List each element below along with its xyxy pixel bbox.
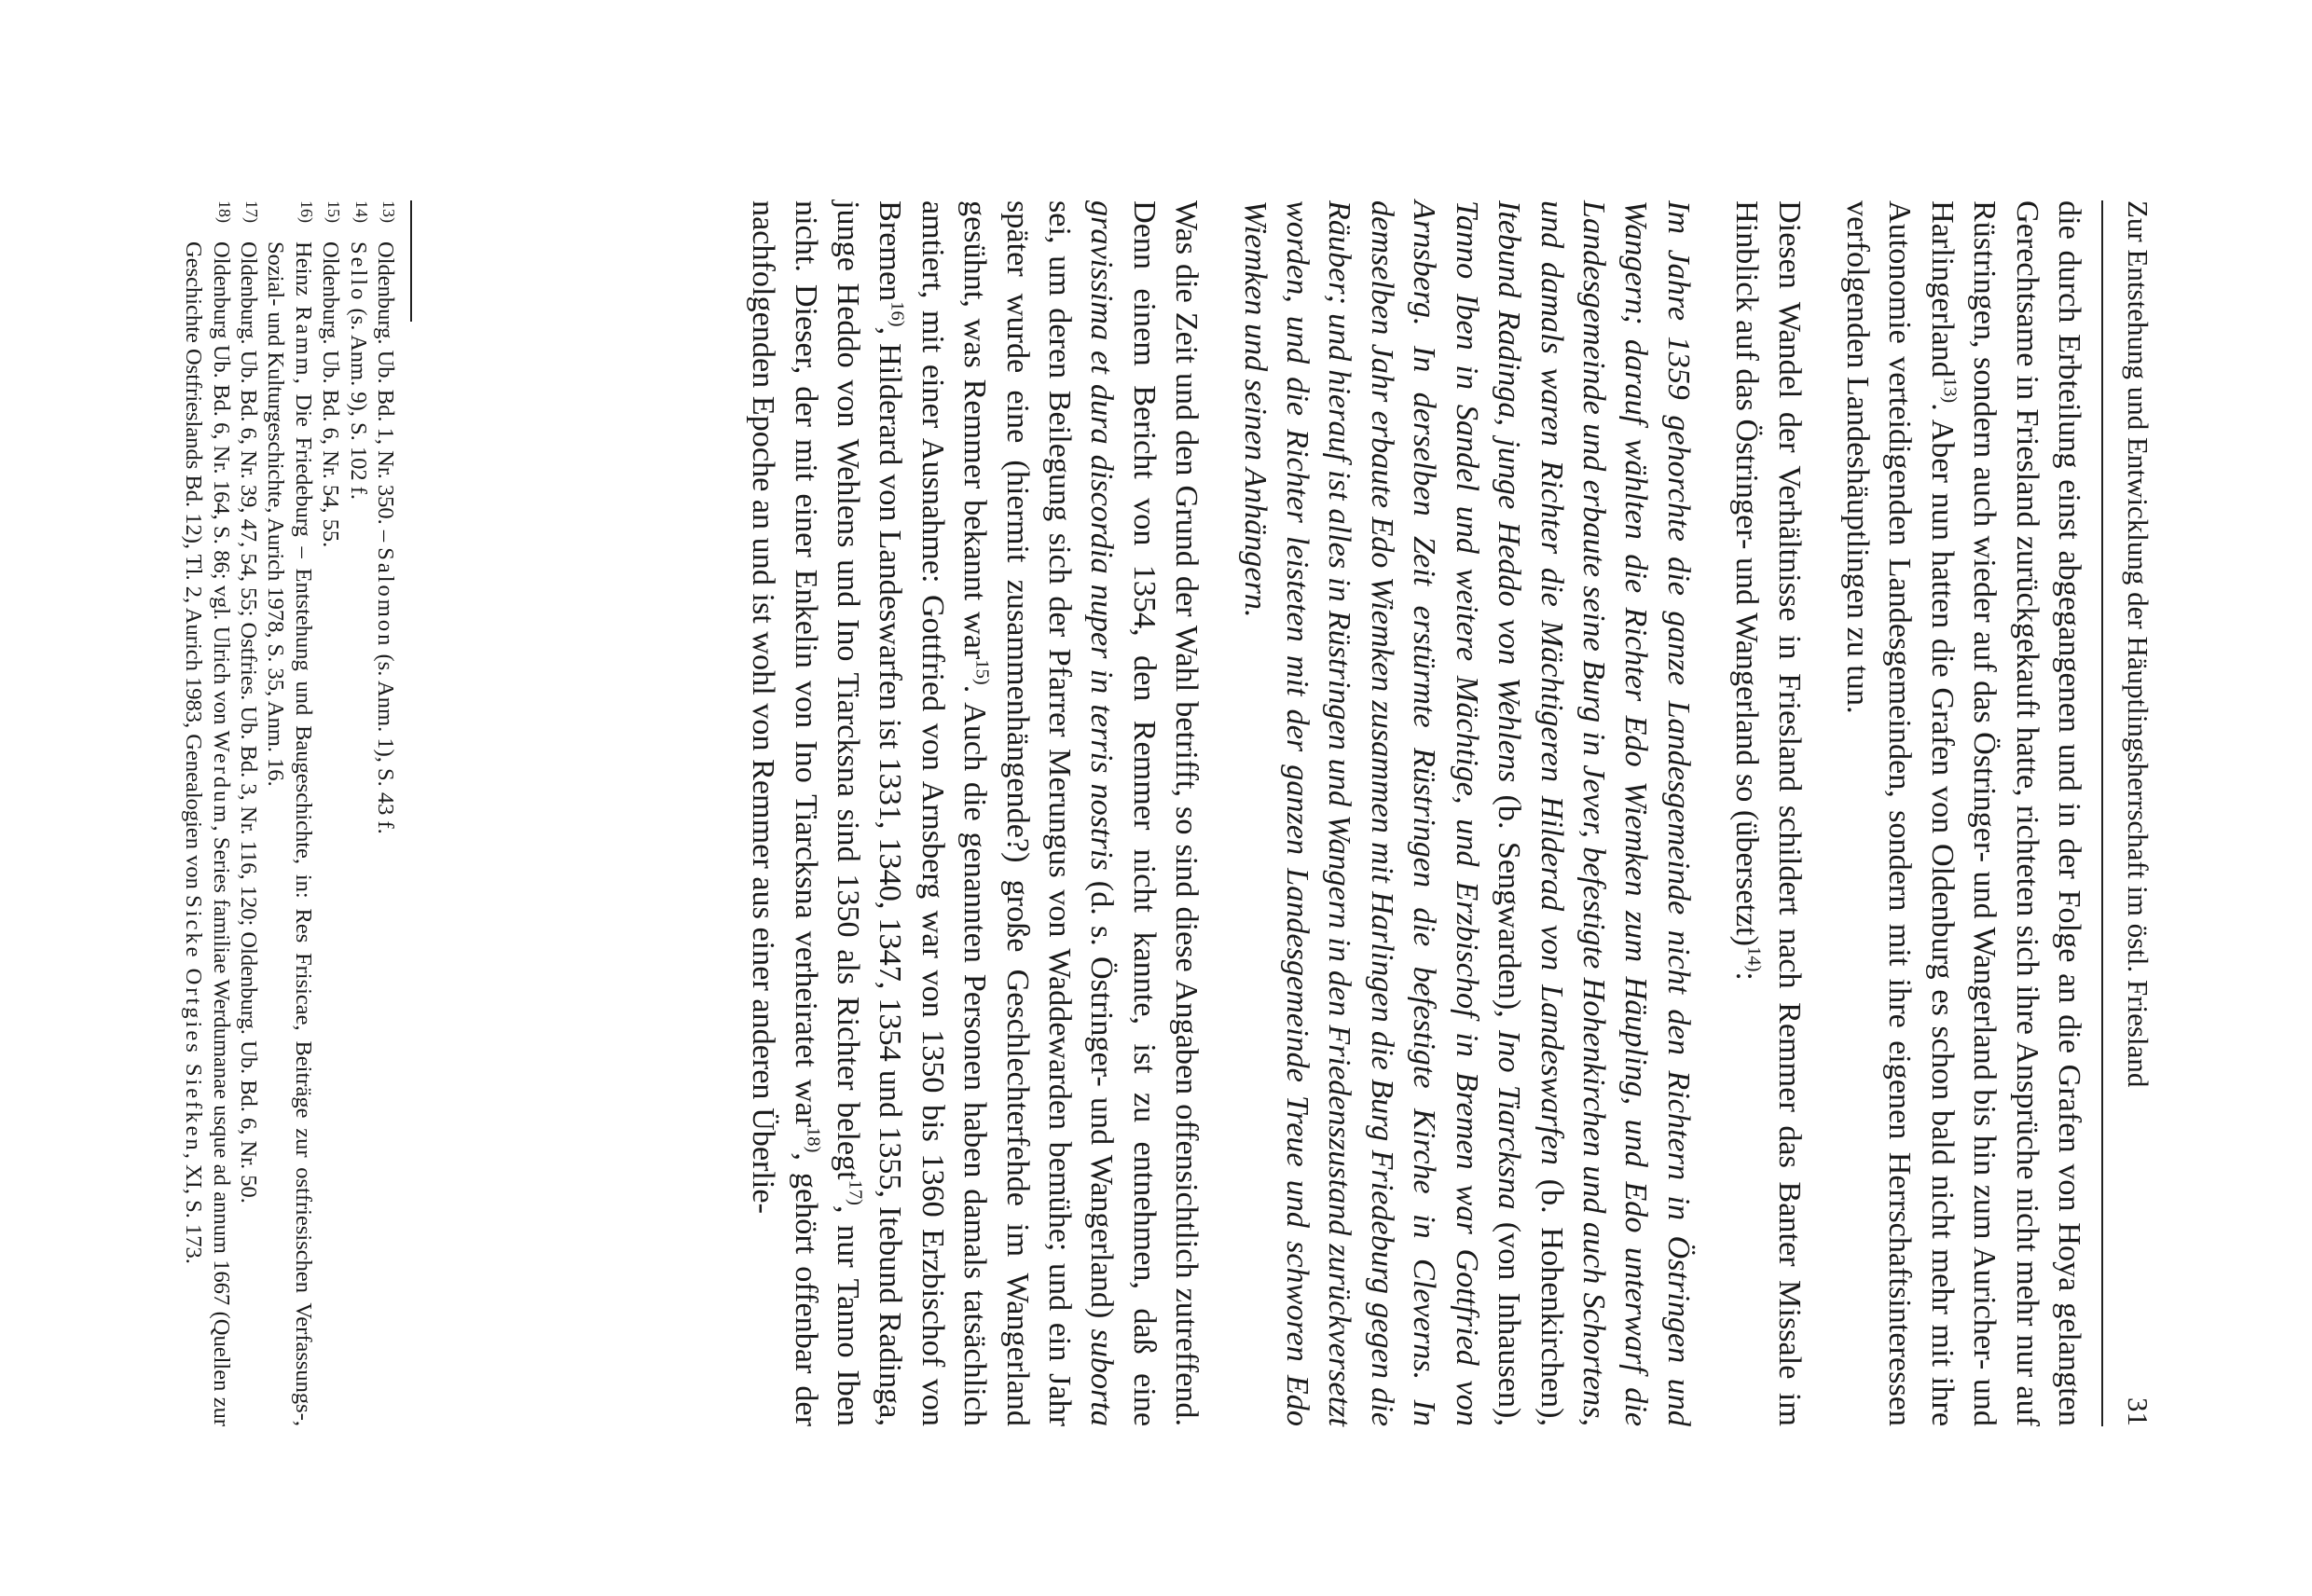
text-run: (d. s. Östringer- und Wangerland) [1084,870,1120,1329]
footnote-ref: 15) [971,659,993,685]
footnote-number: 17) [241,200,261,223]
text-run: , Hilderard von Landeswarfen ist 1331, 1340, 1347, 1354 und 1355, Itebund Radinga, junge Heddo von Wehlens und Ino Tiarcksna sind 1350 als Richter belegt [831,200,908,1426]
paragraph [1233,200,1699,1426]
footnote-rule [410,200,412,322]
footnote-number: 14) [351,200,371,223]
text-run: Was die Zeit und den Grund der Wahl betrifft, so sind diese Angaben offensichtlich zutreffend. Denn einem Bericht von 1354, den Remmer nicht kannte, ist zu entnehmen, daß eine [1126,200,1204,1426]
text-run: sei, um deren Beilegung sich der Pfarrer Merungus von Waddewarden bemühe; und ein Jahr später wurde eine (hiermit zusammenhängende?) große Geschlechterfehde im Wangerland gesühnt, was Remmer bekannt war [957,200,1078,1426]
text-run: die durch Erbteilung einst abgegangenen und in der Folge an die Grafen von Hoya gelangten Gerechtsame in Friesland zurückgekauft hatte, richteten sich ihre Ansprüche nicht mehr nur auf Rüstringen, sondern auch wieder auf das Östringer- und Wangerland bis hin zum Auricher- und Harlingerland [1924,200,2086,1426]
italic-text: Itebund Radinga, junge Heddo von Wehlens [1492,200,1527,783]
footnote-ref: 17) [845,1179,866,1205]
text-run: : [1729,971,1765,981]
text-run: , XI, S. 173. [181,1152,207,1264]
text-run: , gehört offenbar der nachfolgenden Epoche an und ist wohl von Remmer aus einer anderen Überlie- [746,200,823,1426]
text-run: (b. Hohenkirchen), [1534,1164,1569,1426]
author-name: Sicke Ortgies Siefken [181,895,207,1153]
author-name: Sello [345,241,371,303]
italic-text: Ino Tiarcksna [1492,1030,1527,1210]
footnote [344,200,371,1426]
footnote-text [235,241,262,1426]
author-name: Salomon [373,547,398,649]
author-name: Ramm [290,306,316,378]
footnote-ref: 16) [887,301,908,327]
italic-text: Tanno Iben in Sandel und weitere Mächtige, und Erzbischof in Bremen war Gottfried von Arnsberg. In derselben Zeit erstürmte Rüstringen die befestigte Kirche in Cleverns. In demselben Jahr erbaute Edo Wiemken zusammen mit Harlingen die Burg Friedeburg gegen die Räuber; und hierauf ist alles in Rüstringen und Wangern in den Friedenszustand zurückversetzt worden, und die Richter leisteten mit der ganzen Landesgemeinde Treue und schworen Edo Wiemken und seinen Anhängern. [1237,200,1484,1426]
italic-text: suborta [1084,1328,1120,1427]
text-run: (s. Anm. 9), S. 102 f. [345,302,371,501]
page-number: 31 [2122,1397,2154,1426]
footnote [235,200,262,1426]
text-run: Oldenburg. Ub. Bd. 6, Nr. 39, 47, 54, 55; Ostfries. Ub. Bd. 3, Nr. 116, 120; Oldenburg. Ub. Bd. 6, Nr. 50. [235,241,261,1204]
footnote [180,200,235,1426]
footnote-number: 18) [214,200,234,223]
text-run: , Series familiae Werdumanae usque ad annum 1667 (Quellen zur Geschichte Ostfrieslands Bd. 12), Tl. 2, Aurich 1983, Genealogien von [181,241,234,1426]
text-run: (von Inhausen), [1492,1209,1527,1426]
author-name: Werdum [208,730,234,826]
paragraph [1837,200,2090,1426]
footnote-ref: 18) [803,1127,824,1153]
footnote-ref: 14) [1743,946,1765,972]
footnote [317,200,344,1426]
text-run: , Die Friedeburg – Entstehung und Baugeschichte, in: Res Frisicae, Beiträge zur ostfriesischen Verfassungs-, Sozial- und Kulturgeschichte, Aurich 1978, S. 35, Anm. 16. [263,241,316,1427]
footnote-number: 15) [324,200,344,223]
footnote [372,200,399,1426]
footnote-text [372,241,399,1426]
text-run: . Auch die genannten Personen haben damals tatsächlich amtiert, mit einer Ausnahme: Gottfried von Arnsberg war von 1350 bis 1360 Erzbischof von Bremen [873,200,993,1426]
footnote-number: 16) [296,200,316,223]
footnote-ref: 13) [1939,377,1961,404]
text-run: Oldenburg. Ub. Bd. 1, Nr. 350. – [373,241,398,548]
text-run: Heinz [290,241,316,307]
text-run: Diesen Wandel der Verhältnisse in Friesland schildert nach Remmer das Banter Missale im Hinblick auf das Östringer- und Wangerland so (übersetzt) [1729,200,1807,1426]
header-rule [2101,200,2103,1426]
text-run: . Aber nun hatten die Grafen von Oldenburg es schon bald nicht mehr mit ihre Autonomie verteidigenden Landesgemeinden, sondern mit ihre eigenen Herrschaftsinteressen verfolgenden Landeshäuptlingen zu tun. [1839,200,1960,1426]
footnote-text [317,241,344,1426]
footnote-text [180,241,235,1426]
footnote [262,200,317,1426]
text-run: , nur Tanno Iben nicht. Dieser, der mit einer Enkelin von Ino Tiarcksna verheiratet war [788,200,866,1426]
footnote-number: 13) [379,200,398,223]
footnote-text [262,241,317,1426]
paragraph [742,200,1207,1426]
running-title: Zur Entstehung und Entwicklung der Häuptlingsherrschaft im östl. Friesland [2122,200,2154,1088]
italic-text: gravissima et dura discordia nuper in terris nostris [1084,200,1120,871]
text-run: (b. Sengwarden), [1492,782,1527,1031]
body-text [742,200,2090,1426]
text-run: (s. Anm. 1), S. 43 f. [373,648,398,834]
footnote-text [344,241,371,1426]
paragraph [1726,200,1810,1426]
footnotes [180,200,399,1426]
text-run: Oldenburg. Ub. Bd. 6, Nr. 54, 55. [318,241,344,548]
italic-text: Im Jahre 1359 gehorchte die ganze Landesgemeinde nicht den Richtern in Östringen und Wangern; darauf wählten die Richter Edo Wiemken zum Häupling, und Edo unterwarf die Landesgemeinde und erbaute seine Burg in Jever, befestigte Hohenkirchen und auch Schortens, und damals waren Richter die Mächtigeren Hilderad von Landeswarfen [1534,200,1696,1426]
text-run: Oldenburg Ub. Bd. 6, Nr. 164, S. 86; vgl. Ulrich von [208,241,234,731]
